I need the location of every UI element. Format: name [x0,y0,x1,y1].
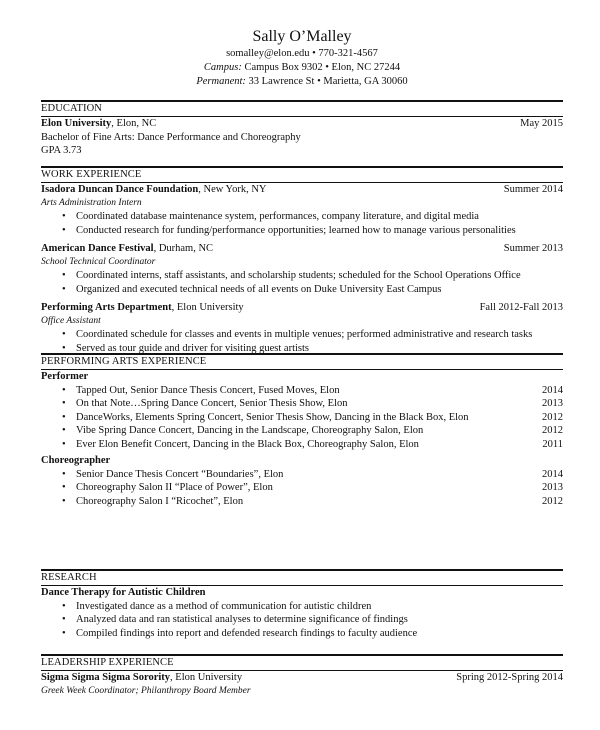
job-location: , New York, NY [198,184,267,195]
school-name: Elon University [41,118,112,129]
list-item: • Coordinated database maintenance system, performances, company literature, and digital media [62,211,479,222]
list-item: • Coordinated interns, staff assistants, and scholarship students; scheduled for the School Operations Office [62,270,521,281]
list-item: • Investigated dance as a method of communication for autistic children [62,600,372,612]
job-org: Performing Arts Department [41,302,172,313]
gpa: GPA 3.73 [41,145,82,156]
list-item: • Choreography Salon I “Ricochet”, Elon 2012 [62,495,563,507]
job-role: Office Assistant [41,315,101,326]
list-item: • DanceWorks, Elements Spring Concert, Senior Thesis Show, Dancing in the Black Box, Elon 2012 [62,411,563,423]
list-item: • On that Note…Spring Dance Concert, Senior Thesis Show, Elon 2013 [62,398,563,409]
performing-section [41,353,563,508]
list-item: • Vibe Spring Dance Concert, Dancing in the Landscape, Choreography Salon, Elon 2012 [62,425,563,436]
leadership-date: Spring 2012-Spring 2014 [456,672,563,683]
section-title: LEADERSHIP EXPERIENCE [41,654,563,671]
list-item: • Served as tour guide and driver for visiting guest artists [62,342,309,354]
leadership-section [41,654,563,698]
education-school-row [41,117,563,131]
degree: Bachelor of Fine Arts: Dance Performance and Choreography [41,131,301,143]
contact-line: somalley@elon.edu • 770-321-4567 [226,48,378,59]
list-item: • Choreography Salon II “Place of Power”, Elon 2013 [62,482,563,493]
campus-value: Campus Box 9302 • Elon, NC 27244 [241,62,401,73]
list-item: • Conducted research for funding/performance opportunities; learned how to manage various personalities [62,224,516,236]
section-title: EDUCATION [41,100,563,117]
list-item: • Organized and executed technical needs of all events on Duke University East Campus [62,283,442,295]
list-item: • Compiled findings into report and defended research findings to faculty audience [62,627,418,639]
performer-heading: Performer [41,371,89,382]
section-title: WORK EXPERIENCE [41,166,563,183]
job-org: Isadora Duncan Dance Foundation [41,184,199,195]
campus-label: Campus: [203,62,242,73]
job-date: Summer 2013 [503,243,563,254]
job-role: School Technical Coordinator [41,256,156,267]
education-section [41,100,563,158]
work-section [41,166,563,355]
candidate-name: Sally O’Malley [252,28,352,45]
list-item: • Ever Elon Benefit Concert, Dancing in the Black Box, Choreography Salon, Elon 2011 [62,438,563,450]
list-item: • Tapped Out, Senior Dance Thesis Concert, Fused Moves, Elon 2014 [62,384,563,396]
permanent-address [41,76,563,87]
permanent-value: 33 Lawrence St • Marietta, GA 30060 [245,76,408,87]
job-date: Fall 2012-Fall 2013 [479,302,563,313]
job-org: American Dance Festival [41,243,154,254]
list-item: • Senior Dance Thesis Concert “Boundaries”, Elon 2014 [62,468,563,480]
section-title: RESEARCH [41,569,563,586]
job-location: , Elon University [171,302,244,313]
research-project: Dance Therapy for Autistic Children [41,587,206,598]
list-item: • Analyzed data and ran statistical analyses to determine significance of findings [62,614,408,625]
leadership-location: , Elon University [170,672,243,683]
school-location: , Elon, NC [111,118,157,129]
job-entry [41,301,563,355]
job-location: , Durham, NC [153,243,214,254]
section-title: PERFORMING ARTS EXPERIENCE [41,353,563,370]
leadership-role: Greek Week Coordinator; Philanthropy Board Member [41,685,251,696]
graduation-date: May 2015 [520,118,563,129]
job-entry [41,183,563,237]
job-date: Summer 2014 [503,184,563,195]
job-entry [41,242,563,296]
campus-address [41,62,563,73]
permanent-label: Permanent: [196,76,246,87]
job-role: Arts Administration Intern [41,197,142,208]
choreographer-heading: Choreographer [41,455,111,466]
research-section [41,569,563,640]
list-item: • Coordinated schedule for classes and events in multiple venues; performed administrative and research tasks [62,329,533,340]
leadership-org: Sigma Sigma Sigma Sorority [41,672,171,683]
